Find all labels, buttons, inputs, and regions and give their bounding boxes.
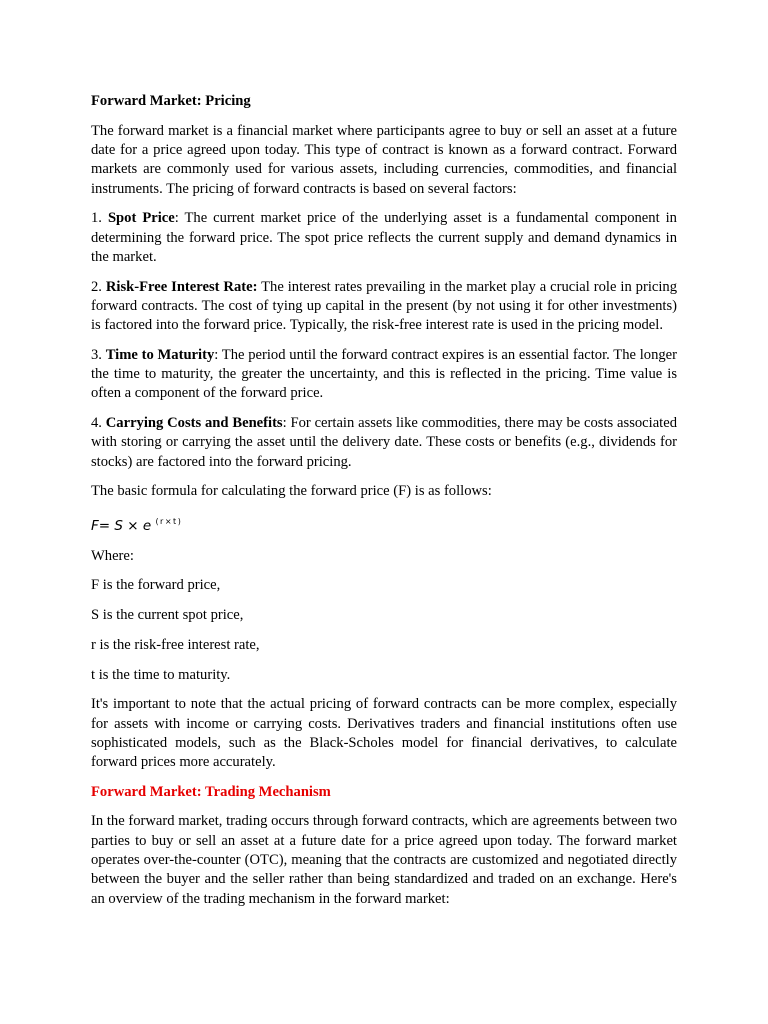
where-label: Where: <box>91 547 134 564</box>
factor-risk-free-rate <box>91 278 677 336</box>
factor-term: Carrying Costs and Benefits <box>105 415 283 432</box>
factor-number: 1. <box>91 210 108 227</box>
factor-term: Spot Price <box>107 210 175 227</box>
forward-price-formula <box>91 512 677 536</box>
note-paragraph: It's important to note that the actual pricing of forward contracts can be more complex, especially for assets with income or carrying costs. Derivatives traders and financial institutions often use sophisticated models, such as the Black-Scholes model for financial derivatives, to calculate forward prices more accurately. <box>91 696 677 771</box>
factor-number: 2. <box>91 278 106 295</box>
factor-text: : The period until the forward contract expires is an essential factor. The longer the time to maturity, the greater the uncertainty, and this is reflected in the pricing. Time value is often a component of the forward price. <box>91 346 678 402</box>
factor-term: Time to Maturity <box>105 346 215 363</box>
definition-r: r is the risk-free interest rate, <box>91 636 260 653</box>
factor-spot-price <box>91 209 677 267</box>
factor-number: 4. <box>91 415 106 432</box>
factor-text: The interest rates prevailing in the market play a crucial role in pricing forward contracts. The cost of tying up capital in the present (by not using it for other investments) is factored into the forward price. Typically, the risk-free interest rate is used in the pricing model. <box>91 278 677 334</box>
factor-time-to-maturity <box>91 346 677 404</box>
factor-carrying-costs <box>91 414 677 472</box>
definition-f: F is the forward price, <box>91 577 221 594</box>
intro-paragraph: The forward market is a financial market where participants agree to buy or sell an asset at a future date for a price agreed upon today. This type of contract is known as a forward contract. Forward markets are commonly used for various assets, including currencies, commodities, and financial instruments. The pricing of forward contracts is based on several factors: <box>91 122 677 197</box>
section-heading-trading: Forward Market: Trading Mechanism <box>91 783 331 800</box>
document-page <box>91 92 677 919</box>
formula-base: F= S × e <box>91 518 152 535</box>
formula-exponent: (r×t) <box>155 517 183 527</box>
factor-text: : The current market price of the underlying asset is a fundamental component in determining the forward price. The spot price reflects the current supply and demand dynamics in the market. <box>91 210 677 265</box>
factor-number: 3. <box>91 346 106 363</box>
definition-t: t is the time to maturity. <box>91 666 231 683</box>
formula-intro: The basic formula for calculating the forward price (F) is as follows: <box>91 483 492 500</box>
section-heading-pricing: Forward Market: Pricing <box>91 93 251 109</box>
definition-s: S is the current spot price, <box>91 607 244 624</box>
trading-intro-paragraph: In the forward market, trading occurs through forward contracts, which are agreements between two parties to buy or sell an asset at a future date for a price agreed upon today. The forward market operates over-the-counter (OTC), meaning that the contracts are customized and negotiated directly between the buyer and the seller rather than being standardized and traded on an exchange. Here's an overview of the trading mechanism in the forward market: <box>91 813 677 907</box>
factor-term: Risk-Free Interest Rate: <box>105 278 258 295</box>
factor-text: : For certain assets like commodities, there may be costs associated with storing or carrying the asset until the delivery date. These costs or benefits (e.g., dividends for stocks) are factored into the forward pricing. <box>91 415 678 470</box>
